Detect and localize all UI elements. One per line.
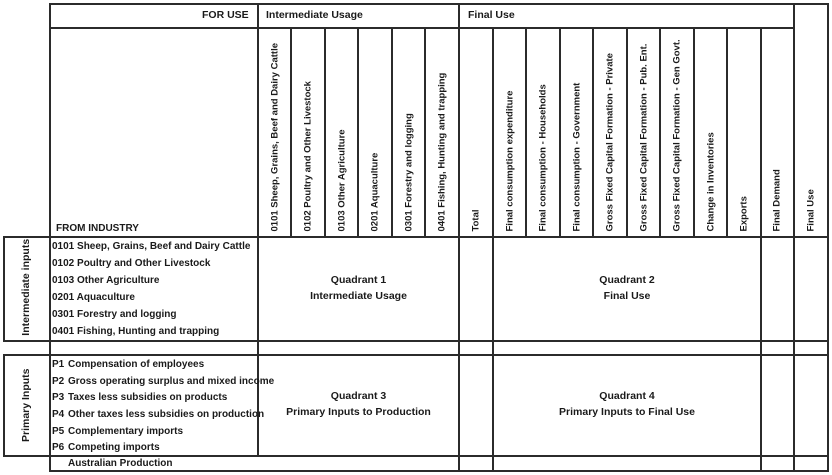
- line-col-i4: [391, 27, 393, 238]
- row-0101: 0101 Sheep, Grains, Beef and Dairy Cattle: [52, 241, 251, 252]
- line-col-f4: [592, 27, 594, 238]
- line-left-main: [49, 3, 51, 472]
- col-header-0103: 0103 Other Agriculture: [336, 129, 348, 232]
- line-col-f3: [559, 27, 561, 238]
- col-header-0201: 0201 Aquaculture: [369, 152, 381, 232]
- col-header-total: Total: [470, 209, 482, 232]
- line-col-i1: [290, 27, 292, 238]
- row-p5-label: Complementary imports: [68, 426, 184, 437]
- from-industry-label: FROM INDUSTRY: [56, 223, 139, 234]
- row-p1: [52, 360, 204, 370]
- row-p6-code: P6: [52, 442, 65, 453]
- line-col-f2: [525, 27, 527, 238]
- row-p1-code: P1: [52, 359, 65, 370]
- col-header-final-use: Final Use: [805, 189, 817, 232]
- line-col-f6: [659, 27, 661, 238]
- quadrant-3: [259, 388, 458, 420]
- line-col-total-left: [458, 3, 460, 472]
- quadrant-1-title: Quadrant 1: [330, 274, 387, 286]
- intermediate-inputs-side-label: Intermediate inputs: [19, 238, 32, 336]
- quadrant-2-subtitle: Final Use: [603, 290, 651, 302]
- row-p6: [52, 443, 160, 453]
- row-0102: 0102 Poultry and Other Livestock: [52, 258, 211, 269]
- line-primary-top: [3, 354, 829, 356]
- final-use-group-header: Final Use: [468, 9, 515, 21]
- line-side-left-intermediate: [3, 236, 5, 342]
- line-col-f7: [693, 27, 695, 238]
- line-col-i3: [357, 27, 359, 238]
- col-header-final-consumption-government: Final consumption - Government: [571, 82, 583, 232]
- row-p4-code: P4: [52, 409, 65, 420]
- row-p5: [52, 427, 183, 437]
- quadrant-2: [494, 272, 760, 304]
- line-right: [827, 3, 829, 472]
- intermediate-usage-header: Intermediate Usage: [266, 9, 363, 21]
- quadrant-2-title: Quadrant 2: [599, 274, 655, 286]
- for-use-label: FOR USE: [202, 9, 249, 21]
- line-primary-bottom: [3, 455, 829, 457]
- line-bottom: [49, 470, 829, 472]
- quadrant-1: [259, 272, 458, 304]
- quadrant-4-subtitle: Primary Inputs to Final Use: [559, 406, 695, 418]
- row-0401: 0401 Fishing, Hunting and trapping: [52, 326, 220, 337]
- col-header-0101: 0101 Sheep, Grains, Beef and Dairy Cattle: [269, 43, 281, 232]
- col-header-final-demand: Final Demand: [771, 169, 783, 232]
- row-p2: [52, 377, 274, 387]
- row-p3: [52, 393, 227, 403]
- line-side-left-primary: [3, 354, 5, 457]
- col-header-gfcf-gen-govt: Gross Fixed Capital Formation - Gen Govt.: [671, 39, 683, 232]
- row-p3-code: P3: [52, 392, 65, 403]
- row-p1-label: Compensation of employees: [68, 359, 205, 370]
- row-p4-label: Other taxes less subsidies on production: [68, 409, 265, 420]
- col-header-change-in-inventories: Change in Inventories: [705, 132, 717, 232]
- col-header-0102: 0102 Poultry and Other Livestock: [302, 81, 314, 232]
- col-header-final-consumption-expenditure: Final consumption expenditure: [504, 90, 516, 232]
- row-0201: 0201 Aquaculture: [52, 292, 135, 303]
- quadrant-4-title: Quadrant 4: [599, 390, 655, 402]
- line-col-f8: [726, 27, 728, 238]
- row-p5-code: P5: [52, 426, 65, 437]
- col-header-gfcf-pub-ent: Gross Fixed Capital Formation - Pub. Ent.: [638, 43, 650, 232]
- line-col-f5: [626, 27, 628, 238]
- row-p3-label: Taxes less subsidies on products: [68, 392, 228, 403]
- line-col-i2: [324, 27, 326, 238]
- col-header-0301: 0301 Forestry and logging: [403, 113, 415, 232]
- col-header-0401: 0401 Fishing, Hunting and trapping: [436, 72, 448, 232]
- quadrant-3-title: Quadrant 3: [330, 390, 387, 402]
- col-header-gfcf-private: Gross Fixed Capital Formation - Private: [604, 53, 616, 232]
- line-col-final-demand-left: [760, 27, 762, 472]
- australian-production-row: Australian Production: [68, 458, 173, 469]
- line-header-bottom: [3, 236, 829, 238]
- row-p2-code: P2: [52, 376, 65, 387]
- primary-inputs-side-label: Primary Inputs: [19, 368, 32, 443]
- quadrant-1-subtitle: Intermediate Usage: [310, 290, 407, 302]
- row-p2-label: Gross operating surplus and mixed income: [68, 376, 275, 387]
- line-header-split: [49, 27, 794, 29]
- line-intermediate-bottom: [3, 340, 829, 342]
- row-0301: 0301 Forestry and logging: [52, 309, 177, 320]
- line-top: [49, 3, 829, 5]
- line-col-final-use-left: [793, 3, 795, 472]
- quadrant-3-subtitle: Primary Inputs to Production: [286, 406, 431, 418]
- col-header-final-consumption-households: Final consumption - Households: [537, 84, 549, 232]
- quadrant-4: [494, 388, 760, 420]
- row-0103: 0103 Other Agriculture: [52, 275, 160, 286]
- row-p4: [52, 410, 264, 420]
- col-header-exports: Exports: [738, 196, 750, 232]
- row-p6-label: Competing imports: [68, 442, 160, 453]
- line-col-i5: [424, 27, 426, 238]
